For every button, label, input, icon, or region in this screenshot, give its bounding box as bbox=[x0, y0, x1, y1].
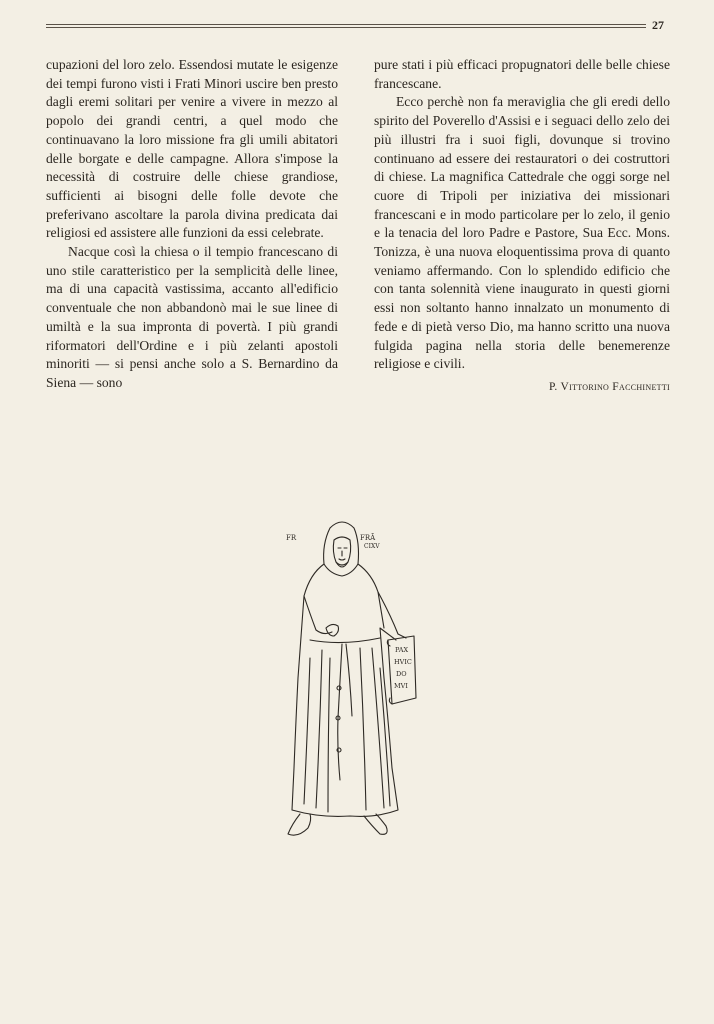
friar-illustration bbox=[280, 518, 420, 848]
scroll-text-line-2: HVIC bbox=[394, 658, 412, 666]
page-number: 27 bbox=[652, 18, 664, 32]
illustration-label-right-2: CIXV bbox=[364, 543, 380, 550]
illustration-label-left: FR bbox=[286, 534, 297, 542]
author-signature: P. Vittorino Facchinetti bbox=[548, 380, 670, 393]
left-column bbox=[46, 56, 338, 393]
right-paragraph-1: pure stati i più efficaci propugnatori delle belle chiese francescane. bbox=[374, 57, 670, 91]
scroll-text-line-1: PAX bbox=[395, 646, 409, 654]
left-paragraph-2: Nacque così la chiesa o il tempio francescano di uno stile caratteristico per la semplicità delle linee, ma di una capacità vastissima, accanto all'edificio conventuale che non abbandonò mai le sue linee di umiltà e la sua impronta di povertà. I più grandi riformatori dell'Ordine e i più zelanti apostoli minoriti — si pensi anche solo a S. Bernardino da Siena — sono bbox=[46, 244, 338, 390]
header-rule bbox=[46, 22, 646, 30]
scroll-text-line-4: MVI bbox=[394, 682, 408, 690]
illustration-label-right: FRĀ bbox=[360, 534, 376, 542]
right-paragraph-2: Ecco perchè non fa meraviglia che gli eredi dello spirito del Poverello d'Assisi e i seguaci dello zelo dei più illustri fra i suoi figli, dovunque si trovino continuano ad essere dei restauratori o dei costruttori di chiese. La magnifica Cattedrale che oggi sorge nel cuore di Tripoli per iniziativa dei missionari francescani e in modo particolare per lo zelo, il genio e la tenacia del loro Padre e Pastore, Sua Ecc. Mons. Tonizza, è una nuova eloquentissima prova di quanto veniamo affermando. Con lo splendido edificio che con tanta solennità viene inaugurato in questi giorni essi non soltanto hanno innalzato un monumento di fede e di pietà verso Dio, ma hanno scritto una nuova fulgida pagina nella storia delle benemerenze religiose e civili. bbox=[374, 94, 670, 372]
right-column bbox=[374, 56, 670, 397]
left-paragraph-1: cupazioni del loro zelo. Essendosi mutate le esigenze dei tempi furono visti i Frati Minori uscire ben presto dagli eremi solitari per venire a vivere in mezzo al popolo dei grandi centri, a quel modo che continuavano la loro missione fra gli umili abitatori delle borgate e delle campagne. Allora s'impose la necessità di costruire delle chiese grandiose, sufficienti ai bisogni delle folle devote che preferivano ascoltare la parola divina predicata dai religiosi ed assistere alle funzioni da essi celebrate. bbox=[46, 57, 338, 241]
scroll-text-line-3: DO bbox=[396, 670, 407, 678]
